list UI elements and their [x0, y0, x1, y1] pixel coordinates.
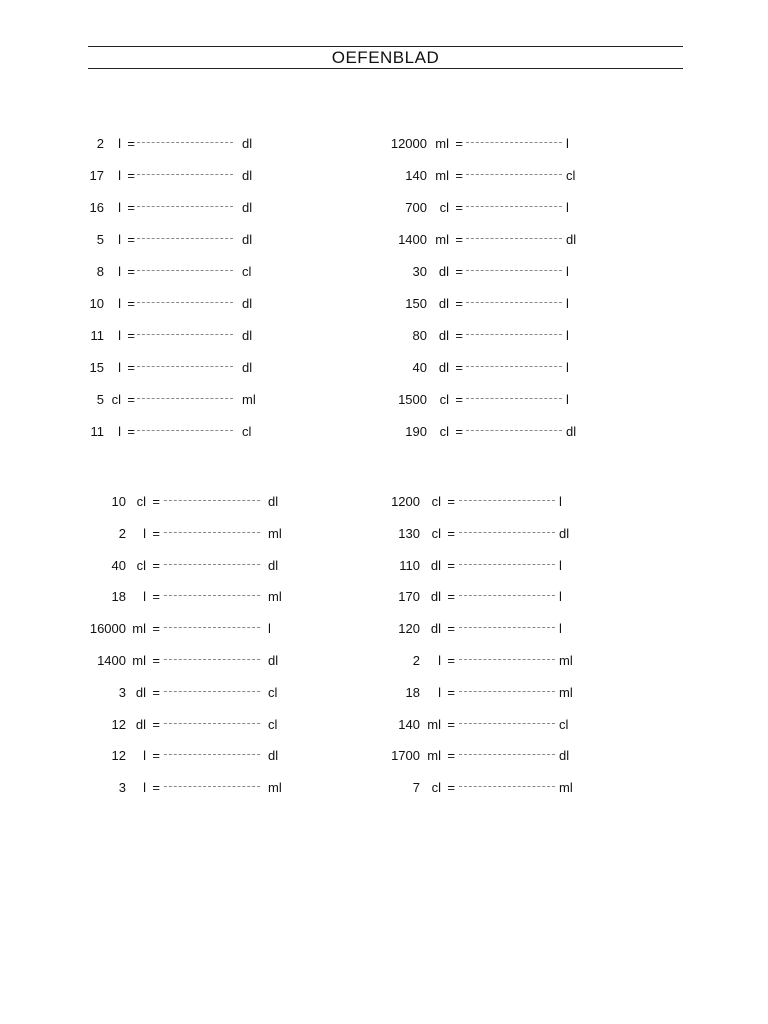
exercise-value: 170: [398, 589, 420, 605]
exercise-row: [0, 390, 768, 410]
exercise-value: 700: [405, 200, 427, 215]
equals-sign: =: [152, 653, 160, 668]
exercise-target-unit: l: [566, 264, 569, 279]
exercise-value: 120: [398, 621, 420, 637]
exercise-target-unit: cl: [242, 264, 252, 279]
exercise-source-unit: dl: [438, 360, 449, 375]
equals-sign: =: [455, 232, 463, 247]
exercise-value: 140: [405, 168, 427, 183]
equals-sign: =: [455, 296, 463, 311]
exercise-target-unit: dl: [242, 328, 253, 343]
exercise-value: 140: [398, 716, 420, 732]
equals-sign: =: [447, 589, 455, 605]
answer-blank[interactable]: [466, 142, 562, 143]
equals-sign: =: [455, 264, 463, 279]
exercise-target-unit: ml: [559, 684, 573, 700]
exercise-source-unit: dl: [430, 621, 441, 637]
exercise-value: 30: [412, 264, 427, 279]
equals-sign: =: [127, 232, 135, 247]
exercise-value: 5: [96, 392, 104, 407]
exercise-row: [0, 683, 768, 703]
exercise-value: 12: [111, 748, 126, 764]
exercise-source-unit: l: [118, 200, 121, 215]
exercise-value: 3: [118, 780, 126, 796]
exercise-target-unit: l: [566, 136, 569, 151]
equals-sign: =: [455, 360, 463, 375]
equals-sign: =: [152, 748, 160, 764]
exercise-target-unit: dl: [242, 232, 253, 247]
exercise-source-unit: l: [118, 328, 121, 343]
exercise-source-unit: dl: [438, 296, 449, 311]
exercise-target-unit: l: [559, 589, 562, 605]
exercise-value: 10: [111, 494, 126, 509]
exercise-target-unit: dl: [268, 653, 279, 668]
exercise-value: 1700: [391, 748, 420, 764]
exercise-target-unit: cl: [566, 168, 576, 183]
exercise-target-unit: ml: [268, 589, 282, 605]
exercise-source-unit: l: [118, 264, 121, 279]
exercise-target-unit: l: [559, 494, 562, 509]
equals-sign: =: [447, 653, 455, 668]
equals-sign: =: [127, 264, 135, 279]
exercise-row: [0, 619, 768, 639]
exercise-value: 7: [412, 780, 420, 796]
exercise-row: [0, 778, 768, 798]
exercise-value: 18: [405, 684, 420, 700]
exercise-value: 8: [96, 264, 104, 279]
answer-blank[interactable]: [459, 691, 555, 692]
exercise-source-unit: l: [118, 360, 121, 375]
exercise-value: 5: [96, 232, 104, 247]
exercise-target-unit: cl: [268, 716, 278, 732]
exercise-target-unit: l: [566, 360, 569, 375]
answer-blank[interactable]: [466, 398, 562, 399]
exercise-row: [0, 358, 768, 378]
exercise-target-unit: l: [566, 296, 569, 311]
exercise-value: 2: [96, 136, 104, 151]
exercise-value: 2: [412, 653, 420, 668]
exercise-target-unit: dl: [268, 494, 279, 509]
exercise-source-unit: l: [143, 525, 146, 541]
equals-sign: =: [447, 780, 455, 796]
exercise-target-unit: cl: [559, 716, 569, 732]
exercise-source-unit: ml: [132, 653, 146, 668]
exercise-source-unit: cl: [431, 780, 441, 796]
exercise-value: 130: [398, 525, 420, 541]
exercise-row: [0, 492, 768, 512]
exercise-value: 110: [399, 557, 420, 573]
exercise-target-unit: l: [559, 557, 562, 573]
exercise-source-unit: cl: [111, 392, 121, 407]
exercise-value: 11: [90, 328, 104, 343]
equals-sign: =: [447, 621, 455, 637]
exercise-source-unit: cl: [136, 557, 146, 573]
exercise-target-unit: l: [566, 328, 569, 343]
exercise-source-unit: l: [118, 168, 121, 183]
equals-sign: =: [455, 392, 463, 407]
exercise-source-unit: ml: [427, 748, 441, 764]
exercise-row: [0, 294, 768, 314]
equals-sign: =: [127, 424, 135, 439]
equals-sign: =: [127, 200, 135, 215]
exercise-value: 17: [89, 168, 104, 183]
equals-sign: =: [455, 168, 463, 183]
equals-sign: =: [447, 494, 455, 509]
equals-sign: =: [455, 136, 463, 151]
exercise-target-unit: l: [268, 621, 271, 637]
answer-blank[interactable]: [459, 786, 555, 787]
exercise-target-unit: l: [566, 392, 569, 407]
equals-sign: =: [447, 684, 455, 700]
exercise-source-unit: cl: [431, 494, 441, 509]
answer-blank[interactable]: [459, 627, 555, 628]
exercise-row: [0, 651, 768, 671]
answer-blank[interactable]: [459, 659, 555, 660]
exercise-target-unit: cl: [268, 684, 278, 700]
exercise-row: [0, 587, 768, 607]
exercise-source-unit: l: [438, 684, 441, 700]
equals-sign: =: [447, 716, 455, 732]
exercise-row: [0, 230, 768, 250]
exercise-target-unit: l: [559, 621, 562, 637]
answer-blank[interactable]: [466, 174, 562, 175]
answer-blank[interactable]: [466, 206, 562, 207]
exercise-source-unit: ml: [132, 621, 146, 637]
exercise-row: [0, 715, 768, 735]
exercise-row: [0, 422, 768, 442]
exercise-target-unit: dl: [242, 200, 253, 215]
equals-sign: =: [152, 716, 160, 732]
exercise-value: 1400: [97, 653, 126, 668]
exercise-source-unit: dl: [135, 684, 146, 700]
exercise-value: 40: [111, 557, 126, 573]
title-bottom-rule: [88, 68, 683, 69]
exercise-value: 16000: [89, 621, 126, 637]
exercise-source-unit: l: [118, 232, 121, 247]
exercise-source-unit: dl: [430, 557, 441, 573]
exercise-row: [0, 198, 768, 218]
exercise-value: 16: [89, 200, 104, 215]
exercise-value: 18: [111, 589, 126, 605]
answer-blank[interactable]: [459, 723, 555, 724]
exercise-value: 1500: [398, 392, 427, 407]
exercise-source-unit: cl: [431, 525, 441, 541]
exercise-source-unit: l: [143, 748, 146, 764]
exercise-row: [0, 166, 768, 186]
equals-sign: =: [152, 525, 160, 541]
exercise-target-unit: ml: [559, 780, 573, 796]
equals-sign: =: [127, 360, 135, 375]
exercise-target-unit: dl: [559, 525, 570, 541]
equals-sign: =: [152, 621, 160, 637]
answer-blank[interactable]: [466, 302, 562, 303]
equals-sign: =: [455, 328, 463, 343]
answer-blank[interactable]: [466, 334, 562, 335]
exercise-value: 40: [412, 360, 427, 375]
equals-sign: =: [152, 494, 160, 509]
exercise-value: 12: [111, 716, 126, 732]
exercise-row: [0, 134, 768, 154]
equals-sign: =: [447, 525, 455, 541]
answer-blank[interactable]: [466, 366, 562, 367]
equals-sign: =: [152, 780, 160, 796]
exercise-target-unit: dl: [559, 748, 570, 764]
exercise-source-unit: l: [118, 136, 121, 151]
exercise-target-unit: dl: [242, 296, 253, 311]
exercise-value: 15: [89, 360, 104, 375]
exercise-source-unit: l: [118, 424, 121, 439]
exercise-value: 11: [90, 424, 104, 439]
answer-blank[interactable]: [459, 595, 555, 596]
exercise-value: 1200: [391, 494, 420, 509]
exercise-target-unit: ml: [268, 780, 282, 796]
exercise-value: 10: [89, 296, 104, 311]
exercise-source-unit: ml: [435, 232, 449, 247]
exercise-source-unit: l: [438, 653, 441, 668]
answer-blank[interactable]: [466, 430, 562, 431]
exercise-source-unit: dl: [438, 264, 449, 279]
exercise-target-unit: dl: [242, 136, 253, 151]
exercise-row: [0, 524, 768, 544]
answer-blank[interactable]: [459, 564, 555, 565]
exercise-source-unit: cl: [439, 392, 449, 407]
answer-blank[interactable]: [459, 532, 555, 533]
exercise-source-unit: cl: [439, 200, 449, 215]
exercise-target-unit: dl: [268, 748, 279, 764]
exercise-source-unit: dl: [135, 716, 146, 732]
exercise-value: 80: [412, 328, 427, 343]
exercise-row: [0, 326, 768, 346]
exercise-value: 12000: [390, 136, 427, 151]
equals-sign: =: [455, 200, 463, 215]
exercise-row: [0, 746, 768, 766]
exercise-target-unit: dl: [566, 424, 577, 439]
exercise-source-unit: l: [118, 296, 121, 311]
equals-sign: =: [127, 328, 135, 343]
equals-sign: =: [152, 589, 160, 605]
exercise-target-unit: dl: [566, 232, 577, 247]
equals-sign: =: [127, 392, 135, 407]
exercise-value: 2: [118, 525, 126, 541]
exercise-target-unit: dl: [242, 360, 253, 375]
exercise-target-unit: dl: [268, 557, 279, 573]
exercise-source-unit: cl: [136, 494, 146, 509]
exercise-target-unit: l: [566, 200, 569, 215]
answer-blank[interactable]: [466, 238, 562, 239]
equals-sign: =: [447, 557, 455, 573]
equals-sign: =: [152, 557, 160, 573]
exercise-target-unit: ml: [242, 392, 256, 407]
exercise-row: [0, 556, 768, 576]
equals-sign: =: [127, 136, 135, 151]
exercise-target-unit: cl: [242, 424, 252, 439]
exercise-value: 190: [405, 424, 427, 439]
exercise-target-unit: ml: [559, 653, 573, 668]
equals-sign: =: [447, 748, 455, 764]
page-title: OEFENBLAD: [331, 48, 440, 67]
exercise-source-unit: ml: [427, 716, 441, 732]
exercise-source-unit: ml: [435, 168, 449, 183]
exercise-source-unit: l: [143, 589, 146, 605]
exercise-value: 1400: [398, 232, 427, 247]
exercise-source-unit: ml: [435, 136, 449, 151]
equals-sign: =: [152, 684, 160, 700]
exercise-source-unit: cl: [439, 424, 449, 439]
answer-blank[interactable]: [459, 754, 555, 755]
equals-sign: =: [455, 424, 463, 439]
exercise-source-unit: dl: [438, 328, 449, 343]
exercise-target-unit: dl: [242, 168, 253, 183]
exercise-target-unit: ml: [268, 525, 282, 541]
answer-blank[interactable]: [466, 270, 562, 271]
exercise-source-unit: l: [143, 780, 146, 796]
exercise-source-unit: dl: [430, 589, 441, 605]
exercise-row: [0, 262, 768, 282]
exercise-value: 150: [405, 296, 427, 311]
equals-sign: =: [127, 168, 135, 183]
answer-blank[interactable]: [459, 500, 555, 501]
equals-sign: =: [127, 296, 135, 311]
exercise-value: 3: [118, 684, 126, 700]
